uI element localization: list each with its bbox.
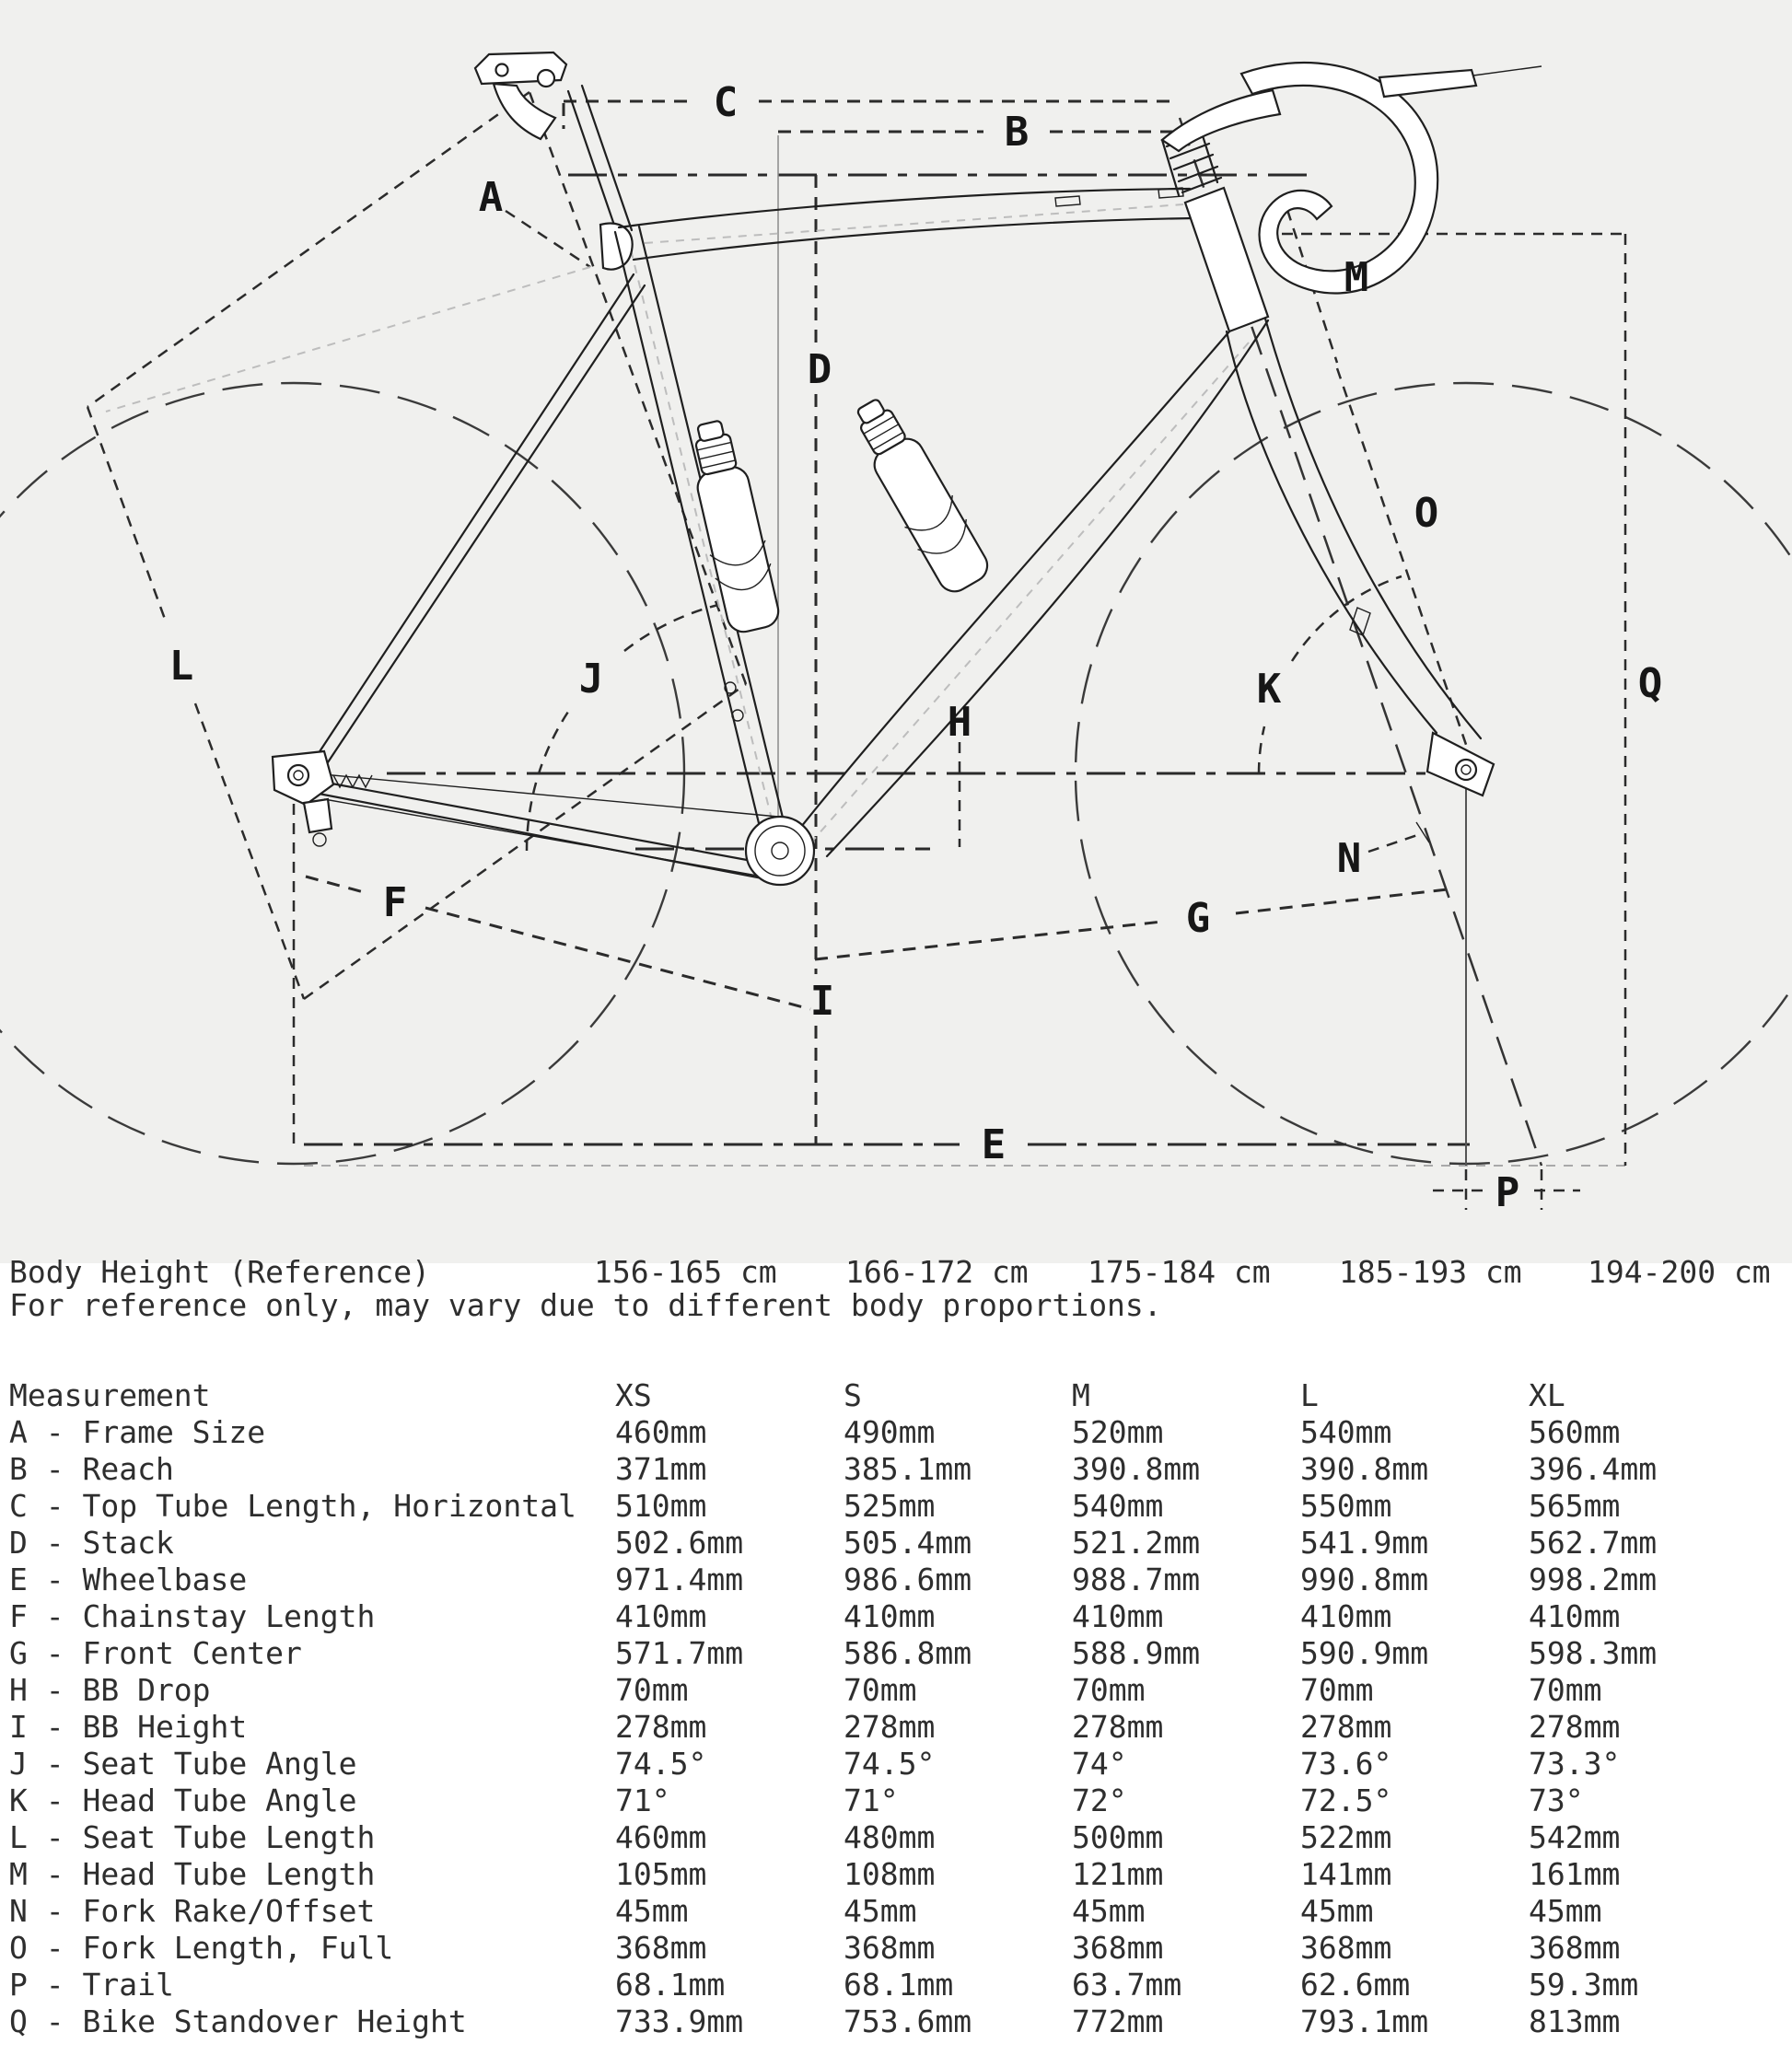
measurement-value: 500mm [1072,1819,1164,1855]
dim-label-H: H [947,698,972,746]
measurement-value: 70mm [844,1672,917,1708]
measurement-label: M - Head Tube Length [9,1856,376,1892]
body-height-note: For reference only, may vary due to different body proportions. [9,1287,1162,1323]
measurement-label: D - Stack [9,1525,174,1561]
measurement-value: 70mm [1300,1672,1374,1708]
table-row [0,1893,1792,1930]
dim-line-Q [1282,234,1625,1166]
measurement-value: 521.2mm [1072,1525,1201,1561]
saddle-clamp [475,52,566,139]
measurement-value: 45mm [1529,1893,1602,1929]
column-header-size: M [1072,1377,1090,1413]
measurement-value: 368mm [1529,1930,1621,1966]
measurement-value: 74° [1072,1746,1127,1782]
measurement-value: 368mm [615,1930,707,1966]
measurement-label: O - Fork Length, Full [9,1930,394,1966]
measurement-label: B - Reach [9,1451,174,1487]
rear-derailleur [304,799,332,832]
measurement-value: 460mm [615,1819,707,1855]
table-row [0,1414,1792,1451]
measurement-value: 278mm [1072,1709,1164,1745]
dim-label-K: K [1256,665,1282,713]
body-height-row [0,1254,1792,1291]
measurement-value: 793.1mm [1300,2003,1429,2039]
measurement-value: 71° [615,1782,670,1818]
measurement-value: 108mm [844,1856,936,1892]
dim-label-M: M [1344,253,1369,301]
measurement-value: 971.4mm [615,1562,744,1597]
measurement-value: 588.9mm [1072,1635,1201,1671]
measurement-value: 278mm [844,1709,936,1745]
measurement-value: 71° [844,1782,899,1818]
measurement-value: 59.3mm [1529,1967,1639,2003]
measurement-label: N - Fork Rake/Offset [9,1893,376,1929]
measurement-label: C - Top Tube Length, Horizontal [9,1488,576,1524]
measurement-value: 542mm [1529,1819,1621,1855]
table-row [0,1635,1792,1672]
down-tube-bottle [843,390,996,599]
measurement-value: 990.8mm [1300,1562,1429,1597]
measurement-value: 490mm [844,1414,936,1450]
dim-label-I: I [809,977,835,1025]
measurement-value: 396.4mm [1529,1451,1658,1487]
measurement-value: 121mm [1072,1856,1164,1892]
measurement-value: 560mm [1529,1414,1621,1450]
head-tube [1185,188,1268,331]
brake-hood [1379,70,1476,97]
measurement-label: K - Head Tube Angle [9,1782,357,1818]
measurement-value: 733.9mm [615,2003,744,2039]
table-row [0,1709,1792,1746]
dim-label-G: G [1185,894,1211,942]
measurement-value: 45mm [844,1893,917,1929]
measurement-value: 141mm [1300,1856,1392,1892]
measurement-label: I - BB Height [9,1709,248,1745]
top-tube [619,189,1194,260]
measurement-value: 278mm [1300,1709,1392,1745]
measurement-value: 68.1mm [844,1967,954,2003]
table-row [0,2003,1792,2040]
measurement-value: 522mm [1300,1819,1392,1855]
dim-line-C [564,101,1179,129]
measurement-value: 45mm [1072,1893,1146,1929]
measurement-value: 598.3mm [1529,1635,1658,1671]
table-row [0,1819,1792,1856]
measurement-value: 390.8mm [1072,1451,1201,1487]
body-height-label: Body Height (Reference) [9,1254,430,1290]
column-header-measurement: Measurement [9,1377,211,1413]
measurement-label: E - Wheelbase [9,1562,248,1597]
measurement-value: 385.1mm [844,1451,972,1487]
measurement-value: 410mm [615,1598,707,1634]
measurement-value: 410mm [844,1598,936,1634]
body-height-range: 156-165 cm [594,1254,777,1290]
dim-label-A: A [478,173,504,221]
dim-label-Q: Q [1637,659,1663,707]
dim-line-F [306,877,810,1009]
bike-frame-drawing [273,52,1542,885]
measurement-label: H - BB Drop [9,1672,211,1708]
measurement-value: 586.8mm [844,1635,972,1671]
dim-label-L: L [169,642,194,690]
chain-stays [317,781,762,878]
body-height-range: 185-193 cm [1339,1254,1522,1290]
dim-line-N [1368,833,1423,852]
measurement-value: 62.6mm [1300,1967,1411,2003]
measurement-value: 565mm [1529,1488,1621,1524]
measurement-value: 73.6° [1300,1746,1392,1782]
measurement-value: 371mm [615,1451,707,1487]
measurement-value: 368mm [1072,1930,1164,1966]
down-tube [797,320,1268,856]
measurement-value: 410mm [1300,1598,1392,1634]
measurement-value: 278mm [615,1709,707,1745]
measurement-value: 161mm [1529,1856,1621,1892]
column-header-size: XL [1529,1377,1565,1413]
measurement-value: 988.7mm [1072,1562,1201,1597]
cable [1473,66,1542,75]
measurement-value: 772mm [1072,2003,1164,2039]
measurement-value: 571.7mm [615,1635,744,1671]
measurement-value: 410mm [1529,1598,1621,1634]
measurement-value: 540mm [1300,1414,1392,1450]
measurement-value: 590.9mm [1300,1635,1429,1671]
measurement-value: 520mm [1072,1414,1164,1450]
bottom-bracket [746,817,814,885]
measurement-label: L - Seat Tube Length [9,1819,376,1855]
measurement-label: Q - Bike Standover Height [9,2003,467,2039]
measurement-value: 70mm [615,1672,689,1708]
body-height-range: 166-172 cm [845,1254,1029,1290]
body-height-range: 194-200 cm [1588,1254,1771,1290]
measurement-value: 753.6mm [844,2003,972,2039]
dimension-labels [169,79,1663,1216]
measurement-value: 73° [1529,1782,1584,1818]
measurement-label: A - Frame Size [9,1414,266,1450]
measurement-value: 278mm [1529,1709,1621,1745]
table-row [0,1488,1792,1525]
dim-label-B: B [1004,108,1030,156]
measurement-value: 74.5° [844,1746,936,1782]
measurement-value: 68.1mm [615,1967,726,2003]
measurement-value: 502.6mm [615,1525,744,1561]
measurement-value: 74.5° [615,1746,707,1782]
seat-cluster-wedge [600,224,633,270]
measurement-value: 813mm [1529,2003,1621,2039]
dim-arc-J [527,605,718,851]
column-header-size: S [844,1377,862,1413]
table-row [0,1598,1792,1635]
measurement-label: G - Front Center [9,1635,302,1671]
measurement-value: 541.9mm [1300,1525,1429,1561]
measurement-value: 540mm [1072,1488,1164,1524]
dim-label-O: O [1414,489,1439,537]
measurement-value: 510mm [615,1488,707,1524]
dim-line-A [506,211,590,267]
geometry-table-header [0,1377,1792,1414]
dim-label-P: P [1495,1168,1520,1216]
table-row [0,1782,1792,1819]
dim-label-E: E [981,1121,1007,1168]
body-height-range: 175-184 cm [1088,1254,1271,1290]
table-row [0,1525,1792,1562]
measurement-value: 45mm [615,1893,689,1929]
bottle-boss [732,710,743,721]
dim-label-J: J [578,655,604,703]
table-row [0,1930,1792,1967]
measurement-value: 45mm [1300,1893,1374,1929]
seatpost [568,86,632,236]
table-row [0,1856,1792,1893]
dim-label-C: C [713,78,739,126]
dim-label-F: F [382,878,408,926]
dim-line-G [815,889,1448,959]
measurement-value: 72.5° [1300,1782,1392,1818]
measurement-value: 70mm [1072,1672,1146,1708]
measurement-value: 480mm [844,1819,936,1855]
chain-lines [313,773,794,882]
dim-line-O [1337,368,1473,766]
measurement-value: 368mm [1300,1930,1392,1966]
dim-label-N: N [1336,834,1362,882]
measurement-value: 72° [1072,1782,1127,1818]
measurement-value: 390.8mm [1300,1451,1429,1487]
measurement-value: 525mm [844,1488,936,1524]
measurement-value: 505.4mm [844,1525,972,1561]
table-row [0,1672,1792,1709]
measurement-value: 368mm [844,1930,936,1966]
seat-cluster-faint-line [106,267,590,412]
measurement-value: 70mm [1529,1672,1602,1708]
measurement-value: 562.7mm [1529,1525,1658,1561]
measurement-value: 986.6mm [844,1562,972,1597]
table-row [0,1967,1792,2003]
measurement-value: 73.3° [1529,1746,1621,1782]
column-header-size: L [1300,1377,1319,1413]
table-row [0,1746,1792,1782]
measurement-label: F - Chainstay Length [9,1598,376,1634]
table-row [0,1562,1792,1598]
measurement-label: J - Seat Tube Angle [9,1746,357,1782]
measurement-value: 460mm [615,1414,707,1450]
seat-tube-bottle [681,416,785,635]
measurement-value: 998.2mm [1529,1562,1658,1597]
measurement-value: 410mm [1072,1598,1164,1634]
measurement-label: P - Trail [9,1967,174,2003]
dim-label-D: D [807,345,832,393]
body-height-note-row [0,1287,1792,1324]
column-header-size: XS [615,1377,652,1413]
measurement-value: 105mm [615,1856,707,1892]
measurement-value: 550mm [1300,1488,1392,1524]
table-row [0,1451,1792,1488]
measurement-value: 63.7mm [1072,1967,1182,2003]
dim-box-L [87,92,746,999]
